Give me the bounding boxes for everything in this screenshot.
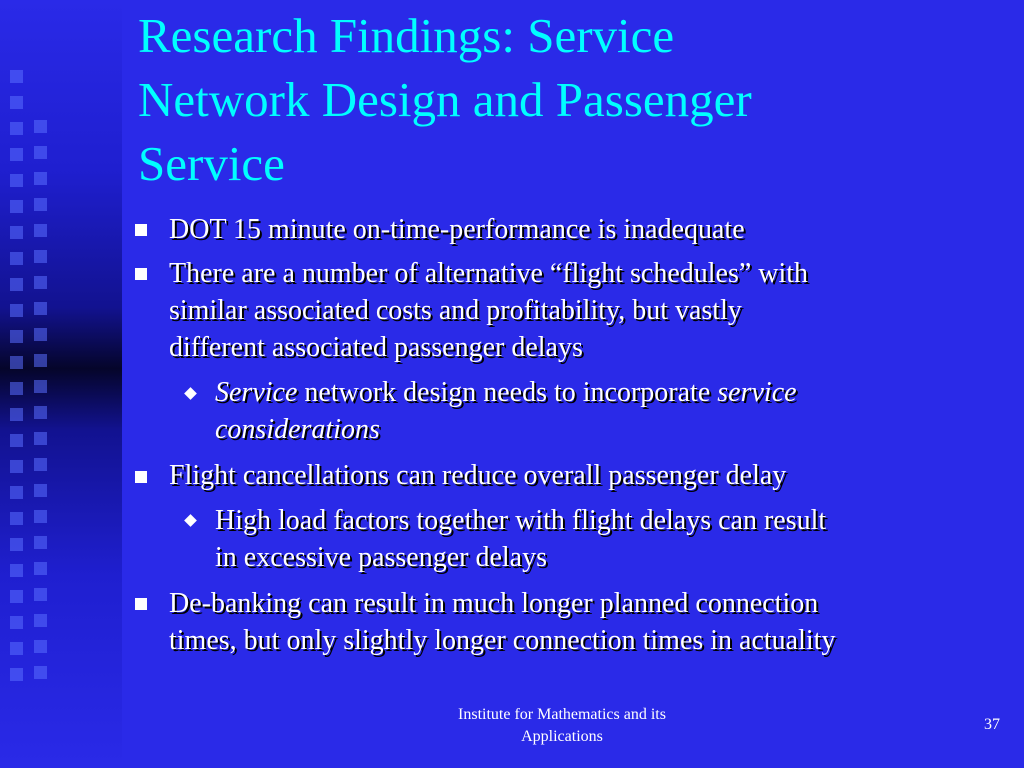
- bullet-text: different associated passenger delays: [169, 332, 583, 363]
- title-line-3: Service: [138, 136, 285, 191]
- bullet-text: times, but only slightly longer connection times in actuality: [169, 625, 836, 656]
- footer-line: Applications: [521, 728, 603, 745]
- square-bullet-icon: [135, 471, 147, 483]
- footer-line: Institute for Mathematics and its: [458, 706, 666, 723]
- emphasis-text: service: [717, 377, 797, 408]
- footer-institute: [420, 704, 704, 748]
- diamond-bullet-icon: [184, 387, 197, 400]
- bullet-text: similar associated costs and profitability, but vastly: [169, 295, 742, 326]
- sub-bullet-text: [215, 374, 797, 411]
- square-bullet-icon: [135, 598, 147, 610]
- bullet-text: Flight cancellations can reduce overall passenger delay: [169, 460, 787, 491]
- sub-bullet-text: [215, 411, 380, 448]
- bullet-text: There are a number of alternative “flight schedules” with: [169, 258, 809, 289]
- bullet-text: De-banking can result in much longer planned connection: [169, 588, 819, 619]
- square-bullet-icon: [135, 268, 147, 280]
- sub-bullet-text: in excessive passenger delays: [215, 542, 547, 573]
- title-line-1: Research Findings: Service: [138, 8, 675, 63]
- page-number: 37: [984, 716, 1000, 733]
- sub-bullet-text: High load factors together with flight delays can result: [215, 505, 827, 536]
- title-line-2: Network Design and Passenger: [138, 72, 752, 127]
- emphasis-text: Service: [215, 377, 298, 408]
- square-bullet-icon: [135, 224, 147, 236]
- bullet-text: DOT 15 minute on-time-performance is inadequate: [169, 214, 745, 245]
- emphasis-text: considerations: [215, 414, 380, 445]
- diamond-bullet-icon: [184, 514, 197, 527]
- sub-bullet-text-mid: network design needs to incorporate: [297, 377, 718, 408]
